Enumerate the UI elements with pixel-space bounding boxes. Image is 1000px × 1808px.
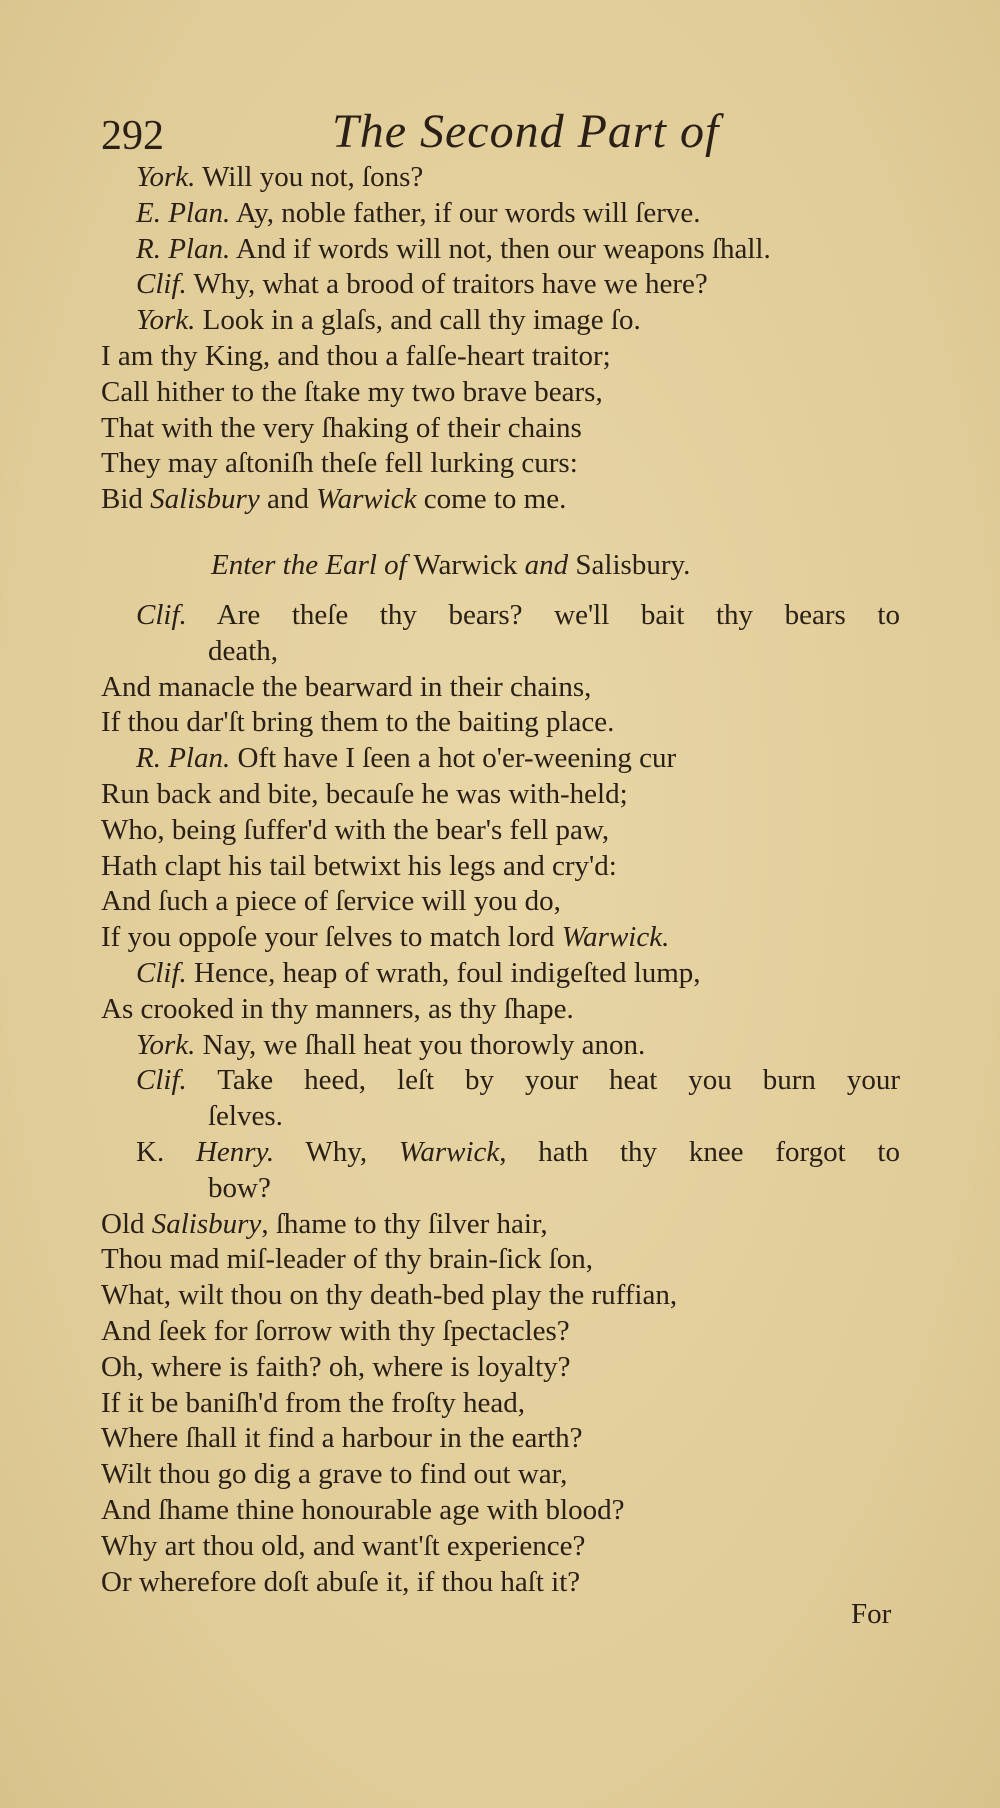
running-title: The Second Part of [332, 105, 720, 158]
text-segment: Will you not, ſons? [195, 161, 424, 193]
italic-text: Clif. [136, 268, 187, 301]
italic-text: E. Plan. [136, 196, 231, 229]
text-segment: And ſuch a piece of ſervice will you do, [101, 885, 561, 918]
text-segment: If it be baniſh'd from the froſty head, [101, 1386, 525, 1419]
text-segment: Why, what a brood of traitors have we here? [186, 268, 708, 301]
text-segment: Ay, noble father, if our words will ſerve. [230, 196, 701, 229]
verse-line [101, 374, 603, 410]
verse-line [101, 883, 561, 919]
verse-line [136, 597, 900, 633]
text-segment: , ſhame to thy ſilver hair, [261, 1207, 548, 1240]
text-segment: They may aſtoniſh theſe fell lurking curs: [101, 447, 578, 480]
verse-line [208, 633, 278, 669]
italic-text: Enter the Earl of [211, 549, 407, 581]
italic-text: York. [136, 304, 196, 337]
text-segment: That with the very ſhaking of their chains [101, 411, 582, 444]
verse-line [101, 1349, 571, 1385]
verse-line [136, 1062, 900, 1098]
italic-text: York. [136, 161, 196, 193]
verse-line [136, 740, 676, 776]
verse-line [101, 1492, 624, 1528]
verse-line [101, 1385, 525, 1421]
text-segment: Hence, heap of wrath, foul indigeſted lump, [186, 957, 701, 989]
text-segment: Hath clapt his tail betwixt his legs and cry'd: [101, 849, 617, 882]
italic-text: Clif. [136, 1064, 187, 1097]
text-segment: Are theſe thy bears? we'll bait thy bears to [186, 599, 900, 631]
text-segment: I am thy King, and thou a falſe-heart traitor; [101, 340, 611, 372]
text-segment: Bid [101, 483, 151, 516]
text-segment: Why, [274, 1136, 399, 1168]
italic-text: Warwick [316, 483, 417, 516]
text-segment: If you oppoſe your ſelves to match lord [101, 921, 562, 954]
text-segment: Call hither to the ſtake my two brave bears, [101, 375, 603, 408]
text-segment: Warwick [406, 549, 525, 581]
italic-text: and [524, 549, 569, 581]
text-segment: Who, being ſuffer'd with the bear's fell paw, [101, 813, 610, 846]
verse-line [101, 410, 582, 446]
italic-text: Clif. [136, 599, 187, 631]
text-segment: death, [208, 634, 279, 667]
verse-line [101, 481, 566, 517]
text-segment: come to me. [416, 483, 567, 516]
text-segment: Where ſhall it find a harbour in the earth? [101, 1422, 583, 1455]
verse-line [136, 1134, 900, 1170]
text-segment: Why art thou old, and want'ſt experience? [101, 1529, 586, 1562]
verse-line [136, 302, 641, 338]
verse-line [101, 991, 574, 1027]
text-segment: Oh, where is faith? oh, where is loyalty? [101, 1350, 571, 1383]
italic-text: Henry. [195, 1136, 275, 1168]
text-segment: And ſeek for ſorrow with thy ſpectacles? [101, 1315, 570, 1347]
italic-text: Salisbury [150, 483, 260, 516]
text-segment: If thou dar'ſt bring them to the baiting place. [101, 706, 615, 739]
verse-line [136, 159, 423, 195]
verse-line [101, 1313, 570, 1349]
text-segment: Salisbury. [568, 549, 691, 581]
verse-line [101, 1564, 580, 1600]
verse-line [101, 1277, 677, 1313]
italic-text: Warwick. [561, 921, 670, 954]
verse-line [101, 1241, 593, 1277]
text-segment: Thou mad miſ-leader of thy brain-ſick ſon, [101, 1243, 594, 1276]
text-segment: Or wherefore doſt abuſe it, if thou haſt it? [101, 1565, 581, 1598]
text-segment: And manacle the bearward in their chains, [101, 670, 592, 703]
verse-line [101, 812, 609, 848]
verse-line [136, 266, 708, 302]
verse-line [101, 1206, 548, 1242]
italic-text: Salisbury [151, 1207, 262, 1240]
italic-text: Clif. [136, 957, 187, 989]
text-segment: ſelves. [208, 1100, 283, 1133]
verse-line [101, 919, 669, 955]
verse-line [101, 338, 611, 374]
italic-text: Warwick [398, 1136, 500, 1168]
verse-line [136, 231, 771, 267]
text-segment: And if words will not, then our weapons ſhall. [230, 232, 771, 265]
verse-line [208, 1170, 271, 1206]
text-segment: What, wilt thou on thy death-bed play the ruffian, [101, 1279, 678, 1312]
verse-line [101, 1456, 567, 1492]
verse-line [101, 776, 628, 812]
page-number: 292 [101, 113, 164, 159]
verse-line [136, 1027, 645, 1063]
text-segment: and [259, 483, 317, 516]
text-segment: Old [101, 1207, 152, 1240]
text-segment: K. [136, 1136, 196, 1168]
text-segment: Oft have I ſeen a hot o'er-weening cur [230, 742, 677, 775]
verse-line [101, 1528, 585, 1564]
verse-line [208, 1098, 283, 1134]
text-segment: , hath thy knee forgot to [499, 1136, 900, 1168]
verse-line [101, 1420, 583, 1456]
text-segment: And ſhame thine honourable age with blood? [101, 1494, 625, 1526]
catchword: For [851, 1598, 892, 1630]
verse-line [101, 445, 578, 481]
verse-line [136, 195, 701, 231]
text-segment: Wilt thou go dig a grave to find out war, [101, 1458, 568, 1491]
verse-line [101, 704, 614, 740]
text-segment: Run back and bite, becauſe he was with-held; [101, 778, 628, 810]
italic-text: R. Plan. [136, 232, 231, 265]
stage-direction [211, 547, 690, 583]
text-segment: As crooked in thy manners, as thy ſhape. [101, 992, 574, 1025]
italic-text: York. [136, 1028, 196, 1061]
text-segment: Look in a glaſs, and call thy image ſo. [195, 304, 641, 337]
verse-line [101, 669, 591, 705]
text-segment: Take heed, leſt by your heat you burn your [186, 1064, 900, 1097]
italic-text: R. Plan. [136, 742, 231, 775]
text-segment: bow? [208, 1171, 271, 1204]
verse-line [136, 955, 701, 991]
verse-line [101, 848, 617, 884]
text-segment: Nay, we ſhall heat you thorowly anon. [195, 1028, 646, 1061]
